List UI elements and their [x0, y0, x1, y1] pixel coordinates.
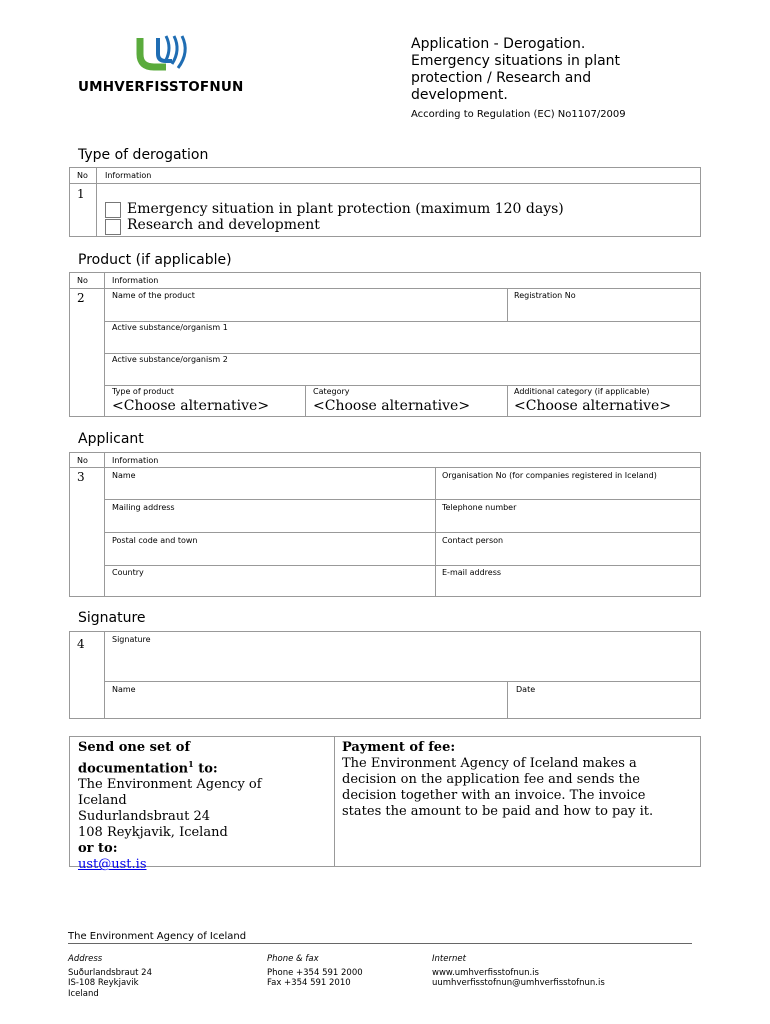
row-number-3: 3 — [77, 470, 85, 484]
product-table-divider — [104, 273, 105, 416]
product-rule — [104, 353, 700, 354]
or-to-label: or to: — [78, 841, 118, 857]
applicant-table — [69, 452, 701, 597]
info-boxes — [69, 736, 701, 873]
registration-no-field[interactable]: Registration No — [514, 291, 576, 300]
col-information-label: Information — [105, 171, 152, 180]
send-documentation-box — [78, 740, 328, 873]
additional-category-label: Additional category (if applicable) — [514, 387, 650, 396]
footer-internet — [432, 954, 605, 989]
col-no-label: No — [77, 171, 88, 180]
signature-table — [69, 631, 701, 719]
email-address-field[interactable]: E-mail address — [442, 568, 502, 577]
footer-phone — [267, 954, 363, 989]
document-title — [411, 36, 711, 104]
section-heading-product: Product (if applicable) — [78, 252, 232, 268]
signature-rule — [104, 681, 700, 682]
postal-code-field[interactable]: Postal code and town — [112, 536, 198, 545]
product-rule — [104, 321, 700, 322]
row-number-2: 2 — [77, 291, 85, 305]
footer-website-link[interactable]: www.umhverfisstofnun.is — [432, 967, 539, 978]
send-address-line-4: 108 Reykjavik, Iceland — [78, 825, 228, 841]
additional-category-select[interactable]: <Choose alternative> — [514, 398, 672, 414]
title-line-2: Emergency situations in plant — [411, 53, 621, 69]
send-title-line-1: Send one set of — [78, 740, 191, 755]
type-table-divider — [96, 168, 97, 236]
type-table — [69, 167, 701, 237]
applicant-table-divider — [104, 453, 105, 596]
signature-table-divider — [104, 632, 105, 718]
footnote-marker: 1 — [188, 759, 194, 769]
contact-person-field[interactable]: Contact person — [442, 536, 504, 545]
send-address-line-3: Sudurlandsbraut 24 — [78, 809, 211, 825]
send-address-line-2: Iceland — [78, 793, 127, 809]
footer-phone-line-1: Phone +354 591 2000 — [267, 967, 363, 978]
signature-field[interactable]: Signature — [112, 635, 151, 644]
payment-of-fee-box — [342, 740, 697, 820]
row-number-1: 1 — [77, 187, 85, 201]
send-title-end: to: — [193, 761, 218, 777]
signature-cell-divider — [507, 681, 508, 718]
emergency-checkbox[interactable] — [105, 202, 121, 218]
section-heading-type: Type of derogation — [78, 147, 209, 163]
emergency-option-label: Emergency situation in plant protection (maximum 120 days) — [127, 201, 564, 217]
payment-text-line-1: The Environment Agency of Iceland makes a — [342, 756, 637, 771]
payment-text-line-3: decision together with an invoice. The invoice — [342, 788, 646, 803]
document-subtitle: According to Regulation (EC) No1107/2009 — [411, 109, 626, 120]
agency-logo — [78, 34, 258, 96]
product-rule — [104, 385, 700, 386]
title-line-1: Application - Derogation. — [411, 36, 586, 52]
send-address-line-1: The Environment Agency of — [78, 777, 262, 793]
footer-fax-line: Fax +354 591 2010 — [267, 978, 351, 988]
footer-org-name: The Environment Agency of Iceland — [68, 931, 247, 942]
applicant-name-field[interactable]: Name — [112, 471, 136, 480]
product-table — [69, 272, 701, 417]
footer-address-label: Address — [68, 954, 103, 964]
product-name-field[interactable]: Name of the product — [112, 291, 195, 300]
type-of-product-select[interactable]: <Choose alternative> — [112, 398, 270, 414]
footer-rule — [68, 943, 692, 944]
mailing-address-field[interactable]: Mailing address — [112, 503, 175, 512]
signer-name-field[interactable]: Name — [112, 685, 136, 694]
active-substance-1-field[interactable]: Active substance/organism 1 — [112, 323, 228, 332]
footer-phone-label: Phone & fax — [267, 954, 319, 964]
email-link[interactable]: ust@ust.is — [78, 857, 147, 873]
category-label: Category — [313, 387, 350, 396]
col-no-label: No — [77, 456, 88, 465]
applicant-rule — [104, 565, 700, 566]
research-option-label: Research and development — [127, 217, 320, 233]
footer-internet-label: Internet — [432, 954, 466, 964]
applicant-rule — [104, 532, 700, 533]
payment-title: Payment of fee: — [342, 740, 456, 755]
product-cell-divider — [305, 385, 306, 416]
payment-text-line-2: decision on the application fee and sends the — [342, 772, 640, 787]
type-of-product-label: Type of product — [112, 387, 174, 396]
info-box-divider — [334, 737, 335, 866]
col-information-label: Information — [112, 276, 159, 285]
type-table-rule — [70, 183, 700, 184]
applicant-table-rule — [70, 467, 700, 468]
title-line-4: development. — [411, 87, 508, 103]
telephone-number-field[interactable]: Telephone number — [442, 503, 517, 512]
footer-address-line-1: Suðurlandsbraut 24 — [68, 967, 152, 978]
section-heading-applicant: Applicant — [78, 431, 144, 447]
row-number-4: 4 — [77, 637, 85, 651]
date-field[interactable]: Date — [516, 685, 536, 694]
col-information-label: Information — [112, 456, 159, 465]
col-no-label: No — [77, 276, 88, 285]
category-select[interactable]: <Choose alternative> — [313, 398, 471, 414]
send-title-line-2 — [78, 756, 328, 777]
title-line-3: protection / Research and — [411, 70, 592, 86]
product-cell-divider — [507, 385, 508, 416]
payment-text-line-4: states the amount to be paid and how to pay it. — [342, 804, 654, 819]
country-field[interactable]: Country — [112, 568, 144, 577]
section-heading-signature: Signature — [78, 610, 146, 626]
agency-logo-icon — [136, 34, 192, 72]
organisation-no-field[interactable]: Organisation No (for companies registered in Iceland) — [442, 471, 657, 480]
active-substance-2-field[interactable]: Active substance/organism 2 — [112, 355, 228, 364]
research-checkbox[interactable] — [105, 219, 121, 235]
applicant-rule — [104, 499, 700, 500]
footer-address-line-2: IS-108 Reykjavik — [68, 978, 139, 988]
footer-email-link[interactable]: uumhverfisstofnun@umhverfisstofnun.is — [432, 978, 605, 988]
footer-address-line-3: Iceland — [68, 988, 99, 999]
product-cell-divider — [507, 288, 508, 321]
product-table-rule — [70, 288, 700, 289]
send-title-text: documentation — [78, 761, 189, 777]
agency-logo-text: UMHVERFISSTOFNUN — [78, 79, 244, 95]
footer-address — [68, 954, 152, 999]
